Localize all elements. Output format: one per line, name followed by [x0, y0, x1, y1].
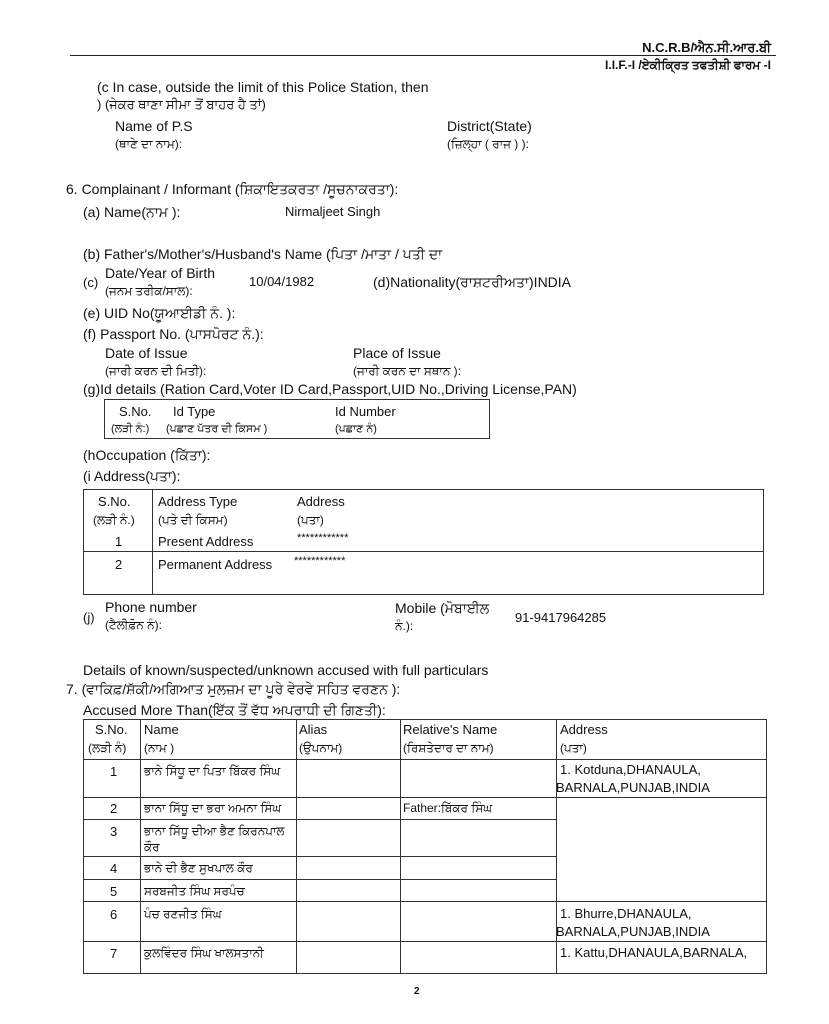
outside-ps-line1: (c In case, outside the limit of this Police Station, then [97, 79, 429, 95]
nationality-label: (d)Nationality(ਰਾਸ਼ਟਰੀਅਤਾ)INDIA [373, 274, 572, 290]
mobile-label-pa: ਨੰ.): [395, 619, 414, 633]
address-table-type-pa: (ਪਤੇ ਦੀ ਕਿਸਮ) [158, 513, 228, 527]
accused-header-alias: Alias [299, 722, 328, 737]
accused-header-alias-pa: (ਉਪਨਾਮ) [299, 741, 343, 755]
mobile-label: Mobile (ਮੋਬਾਈਲ [395, 600, 490, 616]
id-table-sno: S.No. [119, 404, 152, 419]
accused-row-name: ਭਾਨੇ ਦੀ ਭੈਣ ਸੁਖਪਾਲ ਕੌਰ [144, 861, 253, 875]
accused-row-address: 1. Kotduna,DHANAULA, [560, 762, 701, 777]
id-table [104, 399, 490, 439]
accused-row-relative: Father:ਬਿੱਕਰ ਸਿੰਘ [403, 801, 493, 815]
accused-row-address: BARNALA,PUNJAB,INDIA [556, 924, 710, 939]
issue-date-label-pa: (ਜਾਰੀ ਕਰਨ ਦੀ ਮਿਤੀ): [105, 364, 207, 378]
accused-header-relative: Relative's Name [403, 722, 498, 737]
address-table-type: Address Type [158, 494, 238, 509]
address-row-sno: 2 [115, 557, 123, 572]
accused-row-name: ਪੰਚ ਰਣਜੀਤ ਸਿੰਘ [144, 907, 222, 921]
address-row-type: Permanent Address [158, 557, 273, 572]
issue-place-label-pa: (ਜਾਰੀ ਕਰਨ ਦਾ ਸਥਾਨ ): [353, 364, 462, 378]
accused-row-name: ਭਾਨਾ ਸਿੱਧੂ ਦੀਆ ਭੈਣ ਕਿਰਨਪਾਲ [144, 824, 285, 838]
accused-header-address-pa: (ਪਤਾ) [560, 741, 587, 755]
district-label-pa: (ਜ਼ਿਲ੍ਹਾ ( ਰਾਜ ) ): [447, 137, 529, 151]
id-details-label: (g)Id details (Ration Card,Voter ID Card,Passport,UID No.,Driving License,PAN) [83, 381, 577, 397]
page-number: 2 [414, 986, 420, 997]
issue-place-label: Place of Issue [353, 345, 441, 361]
address-row-value: ************ [294, 555, 346, 567]
accused-row-address: BARNALA,PUNJAB,INDIA [556, 780, 710, 795]
accused-header-name: Name [144, 722, 179, 737]
accused-row-name-cont: ਕੌਰ [144, 840, 160, 854]
section7-heading: 7. (ਵਾਕਿਫ਼/ਸ਼ੱਕੀ/ਅਗਿਆਤ ਮੁਲਜ਼ਮ ਦਾ ਪੂਰੇ ਵੇਰਵੇ ਸਹਿਤ ਵਰਣਨ ): [66, 681, 401, 697]
address-row-sno: 1 [115, 534, 123, 549]
occupation-label: (hOccupation (ਕਿੱਤਾ): [83, 447, 211, 463]
id-table-sno-pa: (ਲੜੀ ਨੰ:) [111, 423, 150, 435]
phone-label: Phone number [105, 599, 197, 615]
address-table-sno: S.No. [98, 494, 131, 509]
accused-row-sno: 2 [110, 801, 118, 816]
accused-row-name: ਭਾਨਾ ਸਿੱਧੂ ਦਾ ਭਰਾ ਅਮਨਾ ਸਿੰਘ [144, 801, 282, 815]
mobile-value: 91-9417964285 [515, 610, 607, 625]
district-label: District(State) [447, 118, 532, 134]
accused-header-address: Address [560, 722, 608, 737]
ps-name-label-pa: (ਥਾਣੇ ਦਾ ਨਾਮ): [115, 137, 183, 151]
father-name-label: (b) Father's/Mother's/Husband's Name (ਪਿਤਾ /ਮਾਤਾ / ਪਤੀ ਦਾ [83, 246, 443, 262]
phone-label-pa: (ਟੈਲੀਫ਼ੋਨ ਨੰ): [105, 618, 162, 632]
section6-heading: 6. Complainant / Informant (ਸ਼ਿਕਾਇਤਕਰਤਾ /ਸੂਚਨਾਕਰਤਾ): [66, 181, 399, 197]
address-table-address-pa: (ਪਤਾ) [297, 513, 324, 527]
header-ncrb: N.C.R.B/ਐਨ.ਸੀ.ਆਰ.ਬੀ [642, 40, 771, 55]
outside-ps-line2: ) (ਜੇਕਰ ਥਾਣਾ ਸੀਮਾ ਤੋਂ ਬਾਹਰ ਹੈ ਤਾਂ) [97, 97, 266, 112]
accused-row-address: 1. Kattu,DHANAULA,BARNALA, [560, 945, 748, 960]
accused-header-sno: S.No. [95, 722, 128, 737]
address-table-address: Address [297, 494, 345, 509]
dob-value: 10/04/1982 [249, 274, 315, 289]
dob-label-pa: (ਜਨਮ ਤਰੀਕ/ਸਾਲ): [105, 284, 193, 298]
accused-row-sno: 7 [110, 946, 118, 961]
uid-label: (e) UID No(ਯੂਆਈਡੀ ਨੰ. ): [83, 305, 236, 321]
id-table-type: Id Type [173, 404, 216, 419]
accused-row-sno: 5 [110, 884, 118, 899]
accused-row-address: 1. Bhurre,DHANAULA, [560, 906, 692, 921]
dob-prefix: (c) [83, 275, 99, 290]
issue-date-label: Date of Issue [105, 345, 188, 361]
accused-header-relative-pa: (ਰਿਸ਼ਤੇਦਾਰ ਦਾ ਨਾਮ) [403, 741, 494, 755]
address-row-value: ************ [297, 532, 349, 544]
ps-name-label: Name of P.S [115, 118, 193, 134]
header-rule [70, 55, 776, 56]
id-table-number-pa: (ਪਛਾਣ ਨੰ) [335, 423, 377, 435]
accused-row-sno: 4 [110, 861, 118, 876]
header-form-id: I.I.F.-I /ਏਕੀਕ੍ਰਿਤ ਤਫਤੀਸ਼ੀ ਫਾਰਮ -I [605, 58, 771, 72]
accused-row-name: ਭਾਨੇ ਸਿੱਧੂ ਦਾ ਪਿਤਾ ਬਿੱਕਰ ਸਿੰਘ [144, 764, 281, 778]
accused-row-name: ਸਰਬਜੀਤ ਸਿੰਘ ਸਰਪੰਚ [144, 884, 245, 898]
address-row-type: Present Address [158, 534, 254, 549]
accused-more-than-label: Accused More Than(ਇੱਕ ਤੋਂ ਵੱਧ ਅਪਰਾਧੀ ਦੀ ਗਿਣਤੀ): [83, 702, 386, 718]
accused-row-name: ਕੁਲਵਿੰਦਰ ਸਿੰਘ ਖਾਲਸਤਾਨੀ [144, 946, 264, 960]
section7-line1: Details of known/suspected/unknown accused with full particulars [83, 662, 489, 678]
accused-row-sno: 6 [110, 907, 118, 922]
accused-row-sno: 1 [110, 764, 118, 779]
address-table-sno-pa: (ਲੜੀ ਨੰ.) [93, 513, 135, 527]
accused-row-sno: 3 [110, 824, 118, 839]
complainant-name-value: Nirmaljeet Singh [285, 204, 381, 219]
accused-header-name-pa: (ਨਾਮ ) [144, 741, 175, 755]
dob-label: Date/Year of Birth [105, 265, 215, 281]
accused-header-sno-pa: (ਲੜੀ ਨੰ) [88, 741, 127, 755]
address-label: (i Address(ਪਤਾ): [83, 468, 181, 484]
phone-prefix: (j) [83, 610, 95, 625]
complainant-name-label: (a) Name(ਨਾਮ ): [83, 204, 181, 220]
id-table-type-pa: (ਪਛਾਣ ਪੱਤਰ ਦੀ ਕਿਸਮ ) [166, 423, 268, 435]
passport-label: (f) Passport No. (ਪਾਸਪੋਰਟ ਨੰ.): [83, 326, 264, 342]
id-table-number: Id Number [335, 404, 396, 419]
